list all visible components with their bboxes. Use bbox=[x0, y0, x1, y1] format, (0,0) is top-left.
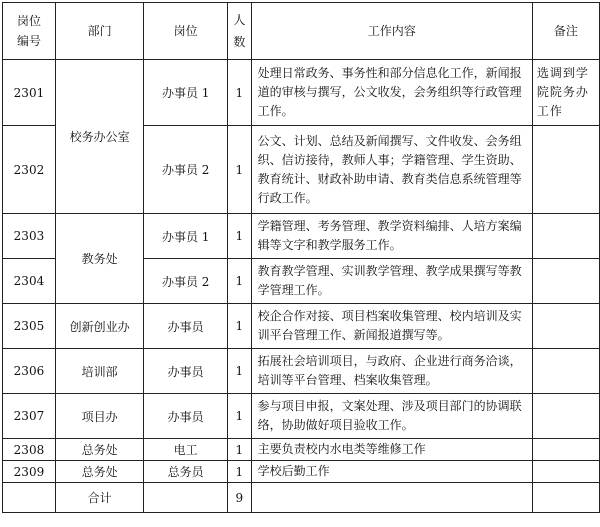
cell-dept: 校务办公室 bbox=[55, 60, 143, 214]
cell-id: 2303 bbox=[3, 214, 56, 259]
positions-table bbox=[2, 2, 600, 513]
cell-post: 办事员 bbox=[144, 304, 228, 349]
cell-note bbox=[532, 304, 599, 349]
cell-content: 校企合作对接、项目档案收集管理、校内培训及实训平台管理工作、新闻报道撰写等。 bbox=[251, 304, 532, 349]
total-label: 合计 bbox=[55, 483, 143, 513]
table-row bbox=[3, 439, 600, 461]
table-row bbox=[3, 394, 600, 439]
table-row bbox=[3, 304, 600, 349]
table-row bbox=[3, 60, 600, 126]
cell-count: 1 bbox=[228, 394, 252, 439]
cell-content: 主要负责校内水电类等维修工作 bbox=[251, 439, 532, 461]
cell-count: 1 bbox=[228, 126, 252, 214]
cell-note bbox=[532, 349, 599, 394]
header-id: 岗位编号 bbox=[3, 3, 56, 60]
cell-content: 学校后勤工作 bbox=[251, 461, 532, 483]
cell-dept: 教务处 bbox=[55, 214, 143, 304]
cell-post: 办事员 1 bbox=[144, 214, 228, 259]
cell-note bbox=[532, 394, 599, 439]
cell-content: 参与项目申报，文案处理、涉及项目部门的协调联络，协助做好项目验收工作。 bbox=[251, 394, 532, 439]
cell-post: 办事员 2 bbox=[144, 259, 228, 304]
cell-content: 拓展社会培训项目，与政府、企业进行商务洽谈，培训等平台管理、档案收集管理。 bbox=[251, 349, 532, 394]
cell-content: 公文、计划、总结及新闻撰写、文件收发、会务组织、信访接待，教师人事；学籍管理、学生资助、教育统计、财政补助申请、教育类信息系统管理等行政工作。 bbox=[251, 126, 532, 214]
cell-count: 1 bbox=[228, 349, 252, 394]
header-note: 备注 bbox=[532, 3, 599, 60]
cell-id: 2304 bbox=[3, 259, 56, 304]
cell-count: 1 bbox=[228, 60, 252, 126]
cell-id: 2307 bbox=[3, 394, 56, 439]
cell-post: 办事员 2 bbox=[144, 126, 228, 214]
cell-post: 总务员 bbox=[144, 461, 228, 483]
cell-count: 1 bbox=[228, 304, 252, 349]
cell-note bbox=[532, 483, 599, 513]
header-row bbox=[3, 3, 600, 60]
cell-note bbox=[532, 439, 599, 461]
cell-count: 1 bbox=[228, 259, 252, 304]
cell-id: 2301 bbox=[3, 60, 56, 126]
cell-note: 选调到学院院务办工作 bbox=[532, 60, 599, 126]
cell-post: 办事员 bbox=[144, 394, 228, 439]
cell-note bbox=[532, 214, 599, 259]
header-dept: 部门 bbox=[55, 3, 143, 60]
cell-id: 2309 bbox=[3, 461, 56, 483]
total-count: 9 bbox=[228, 483, 252, 513]
cell-content: 学籍管理、考务管理、教学资料编排、人培方案编辑等文字和教学服务工作。 bbox=[251, 214, 532, 259]
cell-dept: 创新创业办 bbox=[55, 304, 143, 349]
cell-count: 1 bbox=[228, 439, 252, 461]
cell-content bbox=[251, 483, 532, 513]
cell-id: 2305 bbox=[3, 304, 56, 349]
cell-dept: 培训部 bbox=[55, 349, 143, 394]
table-row bbox=[3, 461, 600, 483]
cell-post: 电工 bbox=[144, 439, 228, 461]
cell-note bbox=[532, 126, 599, 214]
header-content: 工作内容 bbox=[251, 3, 532, 60]
cell-id bbox=[3, 483, 56, 513]
cell-note bbox=[532, 259, 599, 304]
cell-dept: 总务处 bbox=[55, 461, 143, 483]
cell-note bbox=[532, 461, 599, 483]
cell-id: 2302 bbox=[3, 126, 56, 214]
cell-count: 1 bbox=[228, 461, 252, 483]
cell-id: 2306 bbox=[3, 349, 56, 394]
header-post: 岗位 bbox=[144, 3, 228, 60]
table-row bbox=[3, 214, 600, 259]
cell-content: 教育教学管理、实训教学管理、教学成果撰写等教学管理工作。 bbox=[251, 259, 532, 304]
table-row bbox=[3, 349, 600, 394]
total-row bbox=[3, 483, 600, 513]
cell-count: 1 bbox=[228, 214, 252, 259]
header-count: 人数 bbox=[228, 3, 252, 60]
cell-post bbox=[144, 483, 228, 513]
cell-post: 办事员 1 bbox=[144, 60, 228, 126]
cell-content: 处理日常政务、事务性和部分信息化工作，新闻报道的审核与撰写，公文收发，会务组织等行政管理工作。 bbox=[251, 60, 532, 126]
cell-dept: 项目办 bbox=[55, 394, 143, 439]
cell-post: 办事员 bbox=[144, 349, 228, 394]
cell-id: 2308 bbox=[3, 439, 56, 461]
cell-dept: 总务处 bbox=[55, 439, 143, 461]
